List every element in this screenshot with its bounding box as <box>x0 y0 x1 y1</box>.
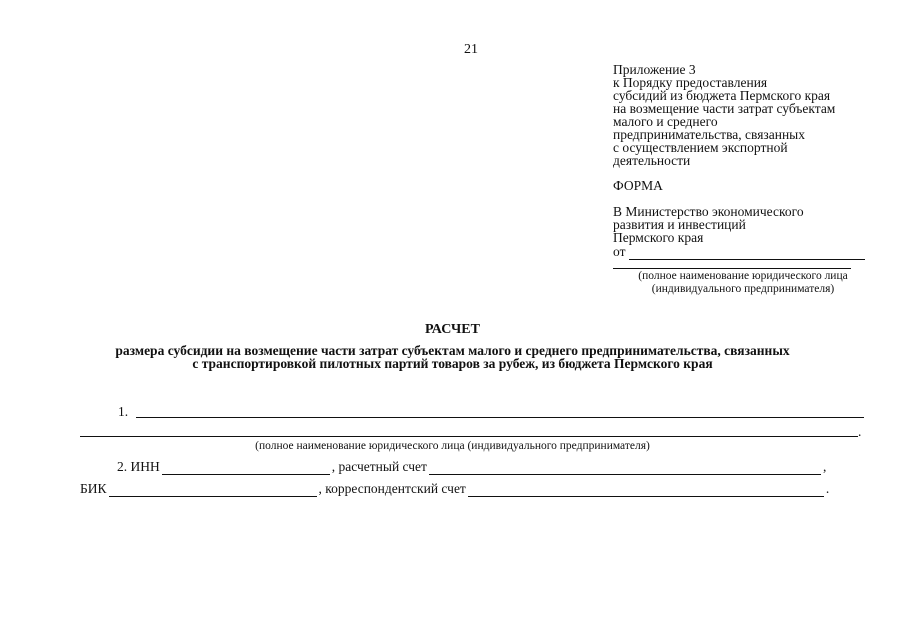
bik-field[interactable] <box>109 484 317 497</box>
appendix-line: деятельности <box>613 153 691 168</box>
applicant-name-field[interactable] <box>613 268 851 269</box>
item1-number: 1. <box>118 404 129 419</box>
addressee-line: Пермского края <box>613 230 704 245</box>
applicant-caption-line: (полное наименование юридического лица <box>638 270 848 282</box>
item1-name-field-continued[interactable] <box>80 436 858 437</box>
document-title: РАСЧЕТ <box>425 322 480 337</box>
subtitle-line: с транспортировкой пилотных партий товаров за рубеж, из бюджета Пермского края <box>192 356 713 371</box>
appendix-line: предпринимательства, связанных <box>613 127 806 142</box>
appendix-line: к Порядку предоставления <box>613 75 768 90</box>
item1-end-dot: . <box>858 424 862 439</box>
applicant-caption-line: (индивидуального предпринимателя) <box>651 283 835 295</box>
document-subtitle <box>0 344 905 370</box>
inn-field[interactable] <box>162 462 330 475</box>
page-number: 21 <box>464 42 478 57</box>
addressee-line: В Министерство экономического <box>613 204 804 219</box>
bik-label: БИК <box>80 481 107 496</box>
from-label: от <box>613 244 626 259</box>
appendix-line: Приложение 3 <box>613 62 696 77</box>
addressee-block <box>613 205 804 244</box>
corr-account-field[interactable] <box>468 484 824 497</box>
item1-caption: (полное наименование юридического лица (индивидуального предпринимателя) <box>255 440 650 452</box>
appendix-line: с осуществлением экспортной <box>613 140 788 155</box>
appendix-line: на возмещение части затрат субъектам <box>613 101 836 116</box>
addressee-line: развития и инвестиций <box>613 217 746 232</box>
inn-row-end: , <box>822 459 827 474</box>
appendix-line: субсидий из бюджета Пермского края <box>613 88 831 103</box>
appendix-line: малого и среднего <box>613 114 718 129</box>
corr-account-label: , корреспондентский счет <box>318 481 466 496</box>
from-field[interactable] <box>629 247 865 260</box>
inn-row <box>117 459 826 475</box>
account-field[interactable] <box>429 462 821 475</box>
appendix-block <box>613 63 835 167</box>
account-label: , расчетный счет <box>331 459 427 474</box>
from-row <box>613 244 867 260</box>
form-label: ФОРМА <box>613 178 663 193</box>
subtitle-line: размера субсидии на возмещение части затрат субъектам малого и среднего предпринимательства, связанных <box>115 343 790 358</box>
bik-row <box>80 481 829 497</box>
item1-name-field[interactable] <box>136 417 864 418</box>
inn-label: 2. ИНН <box>117 459 160 474</box>
applicant-caption <box>613 270 873 296</box>
bik-row-end: . <box>825 481 830 496</box>
